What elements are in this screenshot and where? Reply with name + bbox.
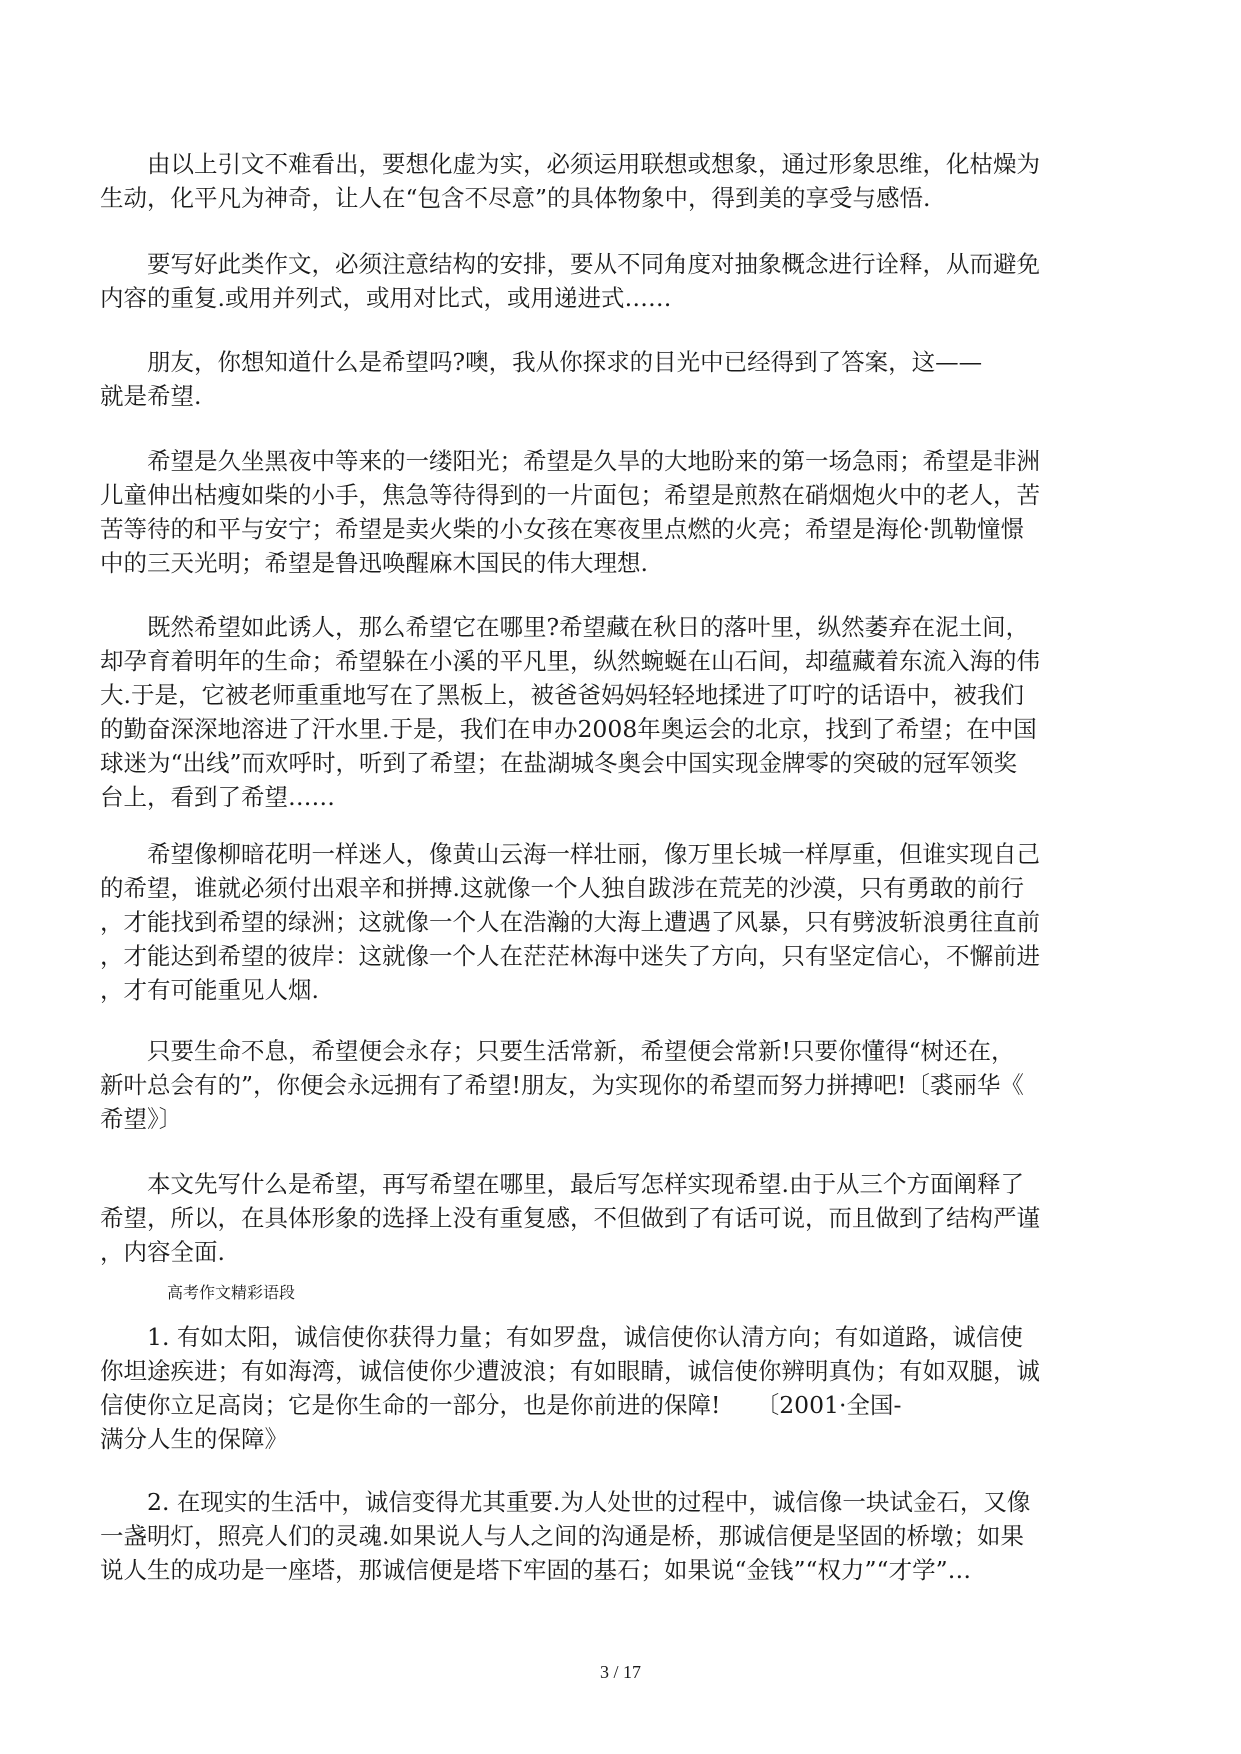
text-line: ，内容全面. (100, 1238, 225, 1266)
text-line: 却孕育着明年的生命；希望躲在小溪的平凡里，纵然蜿蜒在山石间，却蕴藏着东流入海的伟 (100, 647, 1040, 675)
paragraph-2 (100, 247, 1140, 315)
paragraph-9 (100, 1320, 1140, 1456)
paragraph-1 (100, 147, 1140, 215)
paragraph-5 (100, 610, 1140, 814)
text-line: 生动，化平凡为神奇，让人在“包含不尽意”的具体物象中，得到美的享受与感悟. (100, 184, 931, 212)
text-line: 的勤奋深深地溶进了汗水里.于是，我们在申办2008年奥运会的北京，找到了希望；在中国 (100, 715, 1037, 743)
text-line: 台上，看到了希望…… (100, 783, 335, 811)
text-line: 内容的重复.或用并列式，或用对比式，或用递进式…… (100, 284, 672, 312)
text-line: 只要生命不息，希望便会永存；只要生活常新，希望便会常新!只要你懂得“树还在， (100, 1037, 1015, 1065)
text-line: 新叶总会有的”，你便会永远拥有了希望!朋友，为实现你的希望而努力拼搏吧!〔裘丽华《 (100, 1071, 1024, 1099)
text-line: 2. 在现实的生活中，诚信变得尤其重要.为人处世的过程中，诚信像一块试金石，又像 (100, 1488, 1031, 1516)
text-line: 本文先写什么是希望，再写希望在哪里，最后写怎样实现希望.由于从三个方面阐释了 (100, 1170, 1024, 1198)
paragraph-3 (100, 345, 1140, 413)
text-line: 你坦途疾进；有如海湾，诚信使你少遭波浪；有如眼睛，诚信使你辨明真伪；有如双腿，诚 (100, 1357, 1040, 1385)
text-line: 既然希望如此诱人，那么希望它在哪里?希望藏在秋日的落叶里，纵然萎弃在泥土间， (100, 613, 1030, 641)
paragraph-6 (100, 837, 1140, 1007)
paragraph-10 (100, 1485, 1140, 1587)
text-line: 1. 有如太阳，诚信使你获得力量；有如罗盘，诚信使你认清方向；有如道路，诚信使 (100, 1323, 1023, 1351)
text-line: 大.于是，它被老师重重地写在了黑板上，被爸爸妈妈轻轻地揉进了叮咛的话语中，被我们 (100, 681, 1024, 709)
text-line: 一盏明灯，照亮人们的灵魂.如果说人与人之间的沟通是桥，那诚信便是坚固的桥墩；如果 (100, 1522, 1024, 1550)
text-line: 苦等待的和平与安宁；希望是卖火柴的小女孩在寒夜里点燃的火亮；希望是海伦·凯勒憧憬 (100, 515, 1024, 543)
text-line: 信使你立足高岗；它是你生命的一部分，也是你前进的保障! 〔2001·全国- (100, 1391, 902, 1419)
paragraph-8 (100, 1167, 1140, 1269)
text-line: ，才能达到希望的彼岸：这就像一个人在茫茫林海中迷失了方向，只有坚定信心，不懈前进 (100, 942, 1040, 970)
text-line: 就是希望. (100, 382, 202, 410)
text-line: 说人生的成功是一座塔，那诚信便是塔下牢固的基石；如果说“金钱”“权力”“才学”… (100, 1556, 972, 1584)
text-line: 球迷为“出线”而欢呼时，听到了希望；在盐湖城冬奥会中国实现金牌零的突破的冠军领奖 (100, 749, 1018, 777)
text-line: 的希望，谁就必须付出艰辛和拼搏.这就像一个人独自跋涉在荒芜的沙漠，只有勇敢的前行 (100, 874, 1024, 902)
text-line: 希望是久坐黑夜中等来的一缕阳光；希望是久旱的大地盼来的第一场急雨；希望是非洲 (100, 447, 1040, 475)
text-line: 希望像柳暗花明一样迷人，像黄山云海一样壮丽，像万里长城一样厚重，但谁实现自己 (100, 840, 1040, 868)
page-number: 3 / 17 (599, 1662, 641, 1682)
paragraph-4 (100, 444, 1140, 580)
text-line: 希望》〕 (100, 1105, 183, 1133)
text-line: 中的三天光明；希望是鲁迅唤醒麻木国民的伟大理想. (100, 549, 648, 577)
text-line: ，才能找到希望的绿洲；这就像一个人在浩瀚的大海上遭遇了风暴，只有劈波斩浪勇往直前 (100, 908, 1040, 936)
text-line: 儿童伸出枯瘦如柴的小手，焦急等待得到的一片面包；希望是煎熬在硝烟炮火中的老人，苦 (100, 481, 1040, 509)
section-subheading: 高考作文精彩语段 (167, 1283, 296, 1302)
text-line: 由以上引文不难看出，要想化虚为实，必须运用联想或想象，通过形象思维，化枯燥为 (100, 150, 1040, 178)
paragraph-7 (100, 1034, 1140, 1136)
text-line: ，才有可能重见人烟. (100, 976, 319, 1004)
text-line: 满分人生的保障》 (100, 1425, 288, 1453)
text-line: 希望，所以，在具体形象的选择上没有重复感，不但做到了有话可说，而且做到了结构严谨 (100, 1204, 1040, 1232)
text-line: 要写好此类作文，必须注意结构的安排，要从不同角度对抽象概念进行诠释，从而避免 (100, 250, 1040, 278)
text-line: 朋友，你想知道什么是希望吗?噢，我从你探求的目光中已经得到了答案，这—— (100, 348, 983, 376)
